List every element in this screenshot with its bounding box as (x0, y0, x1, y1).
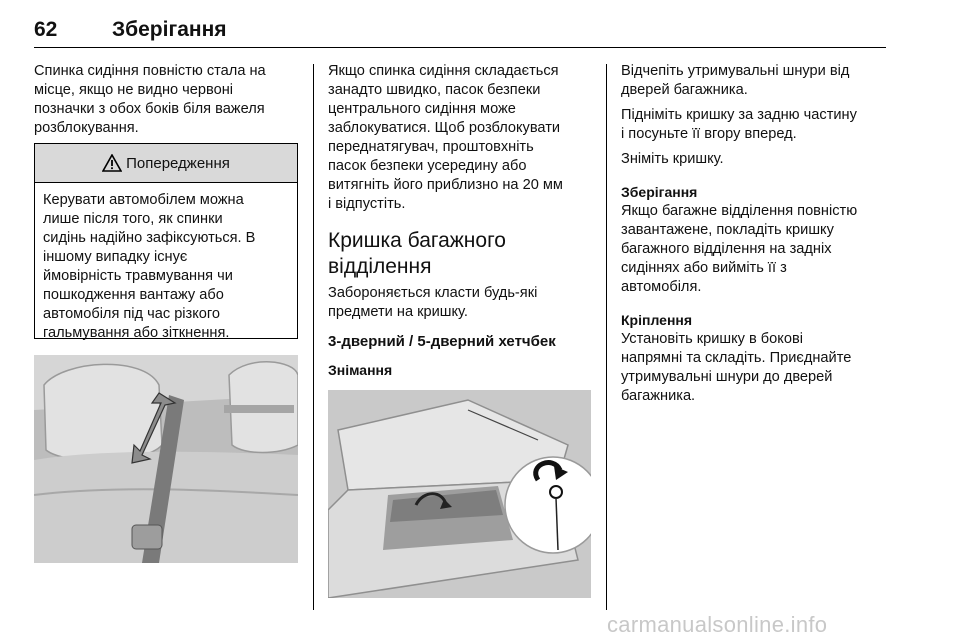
seat-belt-paragraph: Якщо спинка сидіння складається занадто швидко, пасок безпеки центрального сидіння може заблокуватися. Щоб розблокувати переднатягувач, проштовхніть пасок безпеки усередину або витягніть його приблизно на 20 мм і відпустіть. (328, 63, 563, 212)
subsection-heading: 3-дверний / 5-дверний хетчбек (328, 333, 556, 350)
page-header (34, 8, 886, 48)
removal-label: Знімання (328, 362, 393, 378)
header-divider (34, 47, 886, 48)
column-3 (621, 62, 886, 406)
intro-paragraph: Спинка сидіння повністю стала на місце, якщо не видно червоні позначки з обох боків біля важеля розблокування. (34, 63, 266, 136)
step-3: Зніміть кришку. (621, 151, 724, 167)
step-2: Підніміть кришку за задню частину і посуньте її вгору вперед. (621, 107, 857, 142)
warning-box (34, 143, 298, 339)
fastening-heading: Кріплення (621, 312, 693, 328)
column-2 (328, 62, 598, 380)
warning-text: Керувати автомобілем можна лише після того, як спинки сидінь надійно зафіксуються. В іншому випадку існує ймовірність травмування чи пошкодження вантажу або автомобіля під час різкого гальмування або зіткнення. (43, 192, 256, 341)
column-1 (34, 62, 299, 138)
column-divider-1 (313, 64, 314, 610)
cover-warning-paragraph: Забороняється класти будь-які предмети на кришку. (328, 285, 538, 320)
step-1: Відчепіть утримувальні шнури від дверей багажника. (621, 63, 850, 98)
storage-paragraph: Якщо багажне відділення повністю завантажене, покладіть кришку багажного відділення на задніх сидіннях або вийміть її з автомобіля. (621, 203, 858, 295)
page-title: Зберігання (112, 18, 227, 41)
watermark: carmanualsonline.info (607, 612, 828, 637)
warning-title: Попередження (126, 154, 230, 172)
storage-heading: Зберігання (621, 184, 698, 200)
warning-header (35, 144, 297, 183)
luggage-cover-illustration (328, 390, 591, 598)
seat-belt-illustration (34, 355, 298, 563)
page-number: 62 (34, 18, 58, 41)
section-heading: Кришка багажного відділення (328, 229, 506, 278)
warning-triangle-icon (102, 154, 122, 172)
fastening-paragraph: Установіть кришку в бокові напрямні та складіть. Приєднайте утримувальні шнури до дверей багажника. (621, 331, 852, 404)
column-divider-2 (606, 64, 607, 610)
